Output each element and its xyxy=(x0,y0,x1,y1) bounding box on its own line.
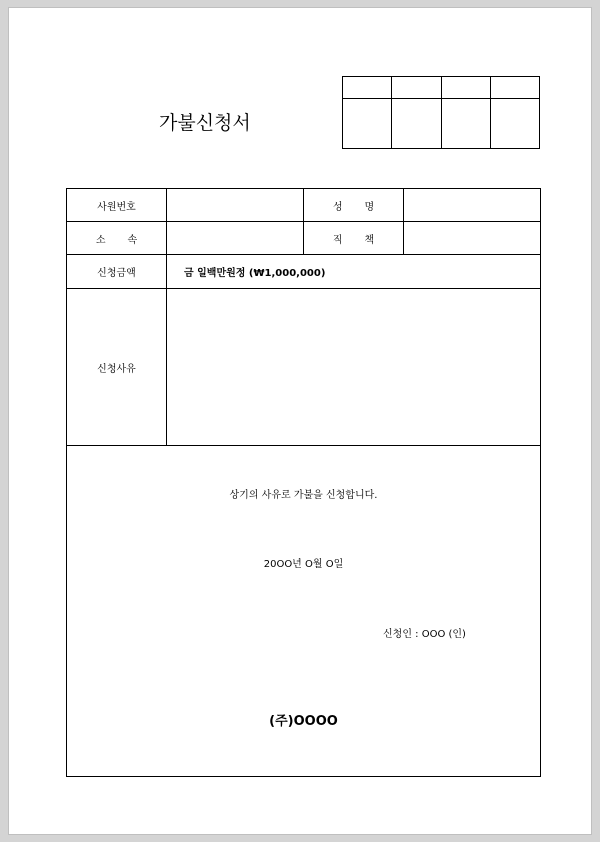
amount-value[interactable]: 금 일백만원정 (₩1,000,000) xyxy=(167,255,541,289)
document-page xyxy=(9,8,591,834)
approval-header-cell[interactable] xyxy=(343,77,392,99)
name-label: 성 명 xyxy=(304,189,404,222)
reason-label: 신청사유 xyxy=(67,289,167,446)
applicant-signature: 신청인 : OOO (인) xyxy=(383,629,466,640)
request-date: 20OO년 O월 O일 xyxy=(263,559,344,570)
approval-box xyxy=(342,76,540,149)
position-field[interactable] xyxy=(404,222,541,255)
name-field[interactable] xyxy=(404,189,541,222)
approval-header-cell[interactable] xyxy=(392,77,441,99)
approval-sign-cell[interactable] xyxy=(392,99,441,149)
request-statement: 상기의 사유로 가불을 신청합니다. xyxy=(229,490,378,501)
approval-sign-cell[interactable] xyxy=(343,99,392,149)
department-field[interactable] xyxy=(167,222,304,255)
employee-no-label: 사원번호 xyxy=(67,189,167,222)
approval-header-cell[interactable] xyxy=(441,77,490,99)
document-title: 가불신청서 xyxy=(159,112,251,134)
employee-no-field[interactable] xyxy=(167,189,304,222)
reason-field[interactable] xyxy=(167,289,541,446)
approval-header-cell[interactable] xyxy=(490,77,539,99)
declaration-section xyxy=(67,446,541,777)
approval-sign-cell[interactable] xyxy=(490,99,539,149)
amount-label: 신청금액 xyxy=(67,255,167,289)
company-name: (주)OOOO xyxy=(269,714,338,729)
request-form-table xyxy=(66,188,541,777)
approval-sign-cell[interactable] xyxy=(441,99,490,149)
department-label: 소 속 xyxy=(67,222,167,255)
position-label: 직 책 xyxy=(304,222,404,255)
